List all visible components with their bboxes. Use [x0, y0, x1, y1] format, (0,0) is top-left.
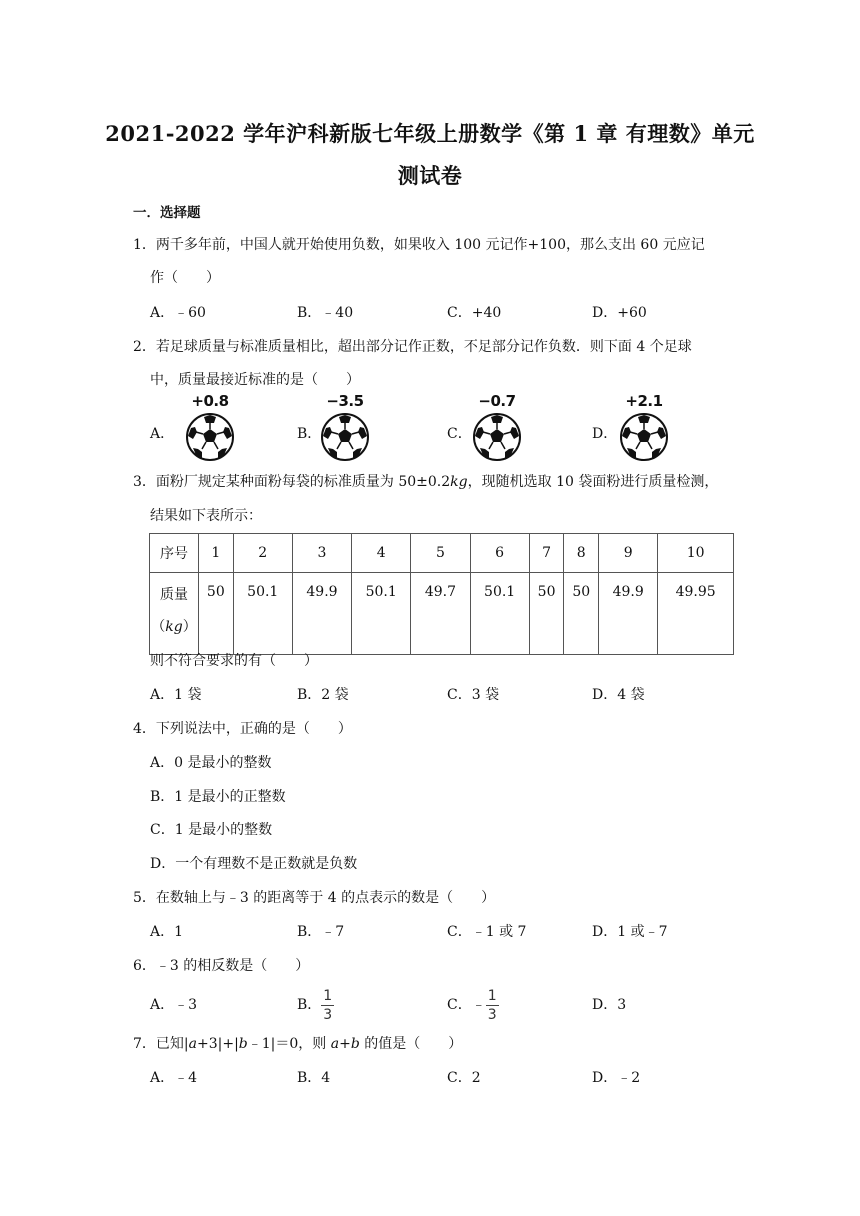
- fraction-denominator: 3: [487, 1006, 497, 1023]
- table-cell: 49.95: [658, 573, 734, 655]
- q5-stem: 5．在数轴上与﹣3 的距离等于 4 的点表示的数是（ ）: [133, 890, 496, 906]
- q7-text: 7．已知|: [133, 1036, 189, 1052]
- q6-option-b-letter: B．: [297, 997, 322, 1013]
- q2-option-b-letter[interactable]: B．: [297, 426, 322, 442]
- q1-stem-line-2: 作（ ）: [150, 270, 220, 286]
- table-cell: 50.1: [233, 573, 292, 655]
- q4-option-d[interactable]: D．一个有理数不是正数就是负数: [150, 856, 358, 872]
- table-cell: 49.7: [411, 573, 470, 655]
- q2-option-c-letter[interactable]: C．: [447, 426, 472, 442]
- q5-option-b[interactable]: B．﹣7: [297, 924, 345, 940]
- fraction-one-third: [321, 989, 334, 1022]
- q1-option-d[interactable]: D．+60: [592, 305, 647, 321]
- q3-stem-unit: kg: [450, 474, 468, 490]
- q1-option-b[interactable]: B．﹣40: [297, 305, 354, 321]
- q3-option-a[interactable]: A．1 袋: [150, 687, 202, 703]
- table-header-cell: [150, 573, 199, 655]
- row-label-line-2: [150, 616, 198, 636]
- q7-option-d[interactable]: D．﹣2: [592, 1070, 641, 1086]
- q2-option-a-letter[interactable]: A．: [150, 426, 175, 442]
- q2-option-b-ball[interactable]: [318, 392, 372, 478]
- fraction-numerator: 1: [323, 987, 333, 1004]
- q4-option-c[interactable]: C．1 是最小的整数: [150, 822, 273, 838]
- q2-option-d-letter[interactable]: D．: [592, 426, 618, 442]
- soccer-ball-icon: [619, 412, 669, 462]
- q6-option-c-letter: C．﹣: [447, 997, 486, 1013]
- q7-option-a[interactable]: A．﹣4: [150, 1070, 198, 1086]
- row-label-paren-open: （: [151, 619, 166, 635]
- table-cell: 50.1: [470, 573, 529, 655]
- table-cell: 50: [529, 573, 564, 655]
- table-row: [150, 573, 734, 655]
- table-cell: 10: [658, 534, 734, 573]
- q7-option-b[interactable]: B．4: [297, 1070, 331, 1086]
- q4-option-a[interactable]: A．0 是最小的整数: [150, 755, 272, 771]
- q3-stem-line-2: 结果如下表所示：: [150, 508, 262, 524]
- row-label-paren-close: ）: [182, 619, 197, 635]
- q3-stem-line-3: 则不符合要求的有（ ）: [150, 653, 318, 669]
- q7-text: +: [339, 1036, 351, 1052]
- fraction-numerator: 1: [487, 987, 497, 1004]
- q4-option-b[interactable]: B．1 是最小的正整数: [150, 789, 286, 805]
- q6-option-d[interactable]: D．3: [592, 997, 627, 1013]
- q1-option-a[interactable]: A．﹣60: [150, 305, 206, 321]
- q2-ball-c-value: −0.7: [478, 392, 516, 410]
- table-cell: 4: [352, 534, 411, 573]
- table-cell: 1: [199, 534, 234, 573]
- q1-option-c[interactable]: C．+40: [447, 305, 502, 321]
- q7-var-b: b: [238, 1036, 248, 1052]
- q6-option-c[interactable]: [447, 986, 499, 1024]
- table-header-cell: 序号: [150, 534, 199, 573]
- q3-stem-text-b: ，现随机选取 10 袋面粉进行质量检测，: [467, 474, 719, 490]
- soccer-ball-icon: [320, 412, 370, 462]
- fraction-denominator: 3: [323, 1006, 333, 1023]
- q7-text: 的值是（ ）: [359, 1036, 463, 1052]
- q2-stem-line-1: 2．若足球质量与标准质量相比，超出部分记作正数，不足部分记作负数．则下面 4 个足球: [133, 339, 692, 355]
- table-cell: 3: [292, 534, 351, 573]
- q1-stem-line-1: 1．两千多年前，中国人就开始使用负数，如果收入 100 元记作+100，那么支出 60 元应记: [133, 237, 705, 253]
- q7-text: +3|+|: [196, 1036, 239, 1052]
- q2-ball-d-value: +2.1: [625, 392, 663, 410]
- q7-text: ﹣1|＝0，则: [247, 1036, 331, 1052]
- document-title-line-2: 测试卷: [397, 163, 463, 188]
- q3-stem-line-1: [133, 472, 718, 492]
- q2-ball-b-value: −3.5: [326, 392, 364, 410]
- q7-var-a: a: [330, 1036, 340, 1052]
- table-cell: 8: [564, 534, 599, 573]
- q3-option-b[interactable]: B．2 袋: [297, 687, 349, 703]
- fraction-one-third: [486, 989, 499, 1022]
- table-cell: 49.9: [599, 573, 658, 655]
- table-cell: 50.1: [352, 573, 411, 655]
- row-label-unit: kg: [165, 619, 183, 635]
- q7-var-b: b: [350, 1036, 360, 1052]
- q7-stem: [133, 1034, 462, 1054]
- table-row: [150, 534, 734, 573]
- document-title-line-1: 2021-2022 学年沪科新版七年级上册数学《第 1 章 有理数》单元: [105, 121, 755, 146]
- table-cell: 9: [599, 534, 658, 573]
- table-cell: 6: [470, 534, 529, 573]
- q2-stem-line-2: 中，质量最接近标准的是（ ）: [150, 372, 360, 388]
- soccer-ball-icon: [185, 412, 235, 462]
- q2-option-a-ball[interactable]: [183, 392, 237, 478]
- q3-data-table: [149, 533, 734, 655]
- q7-var-a: a: [188, 1036, 197, 1052]
- table-cell: 5: [411, 534, 470, 573]
- q2-ball-a-value: +0.8: [191, 392, 229, 410]
- q6-option-b[interactable]: [297, 986, 334, 1024]
- table-cell: 50: [199, 573, 234, 655]
- table-cell: 49.9: [292, 573, 351, 655]
- q3-option-c[interactable]: C．3 袋: [447, 687, 500, 703]
- q7-option-c[interactable]: C．2: [447, 1070, 481, 1086]
- q2-option-d-ball[interactable]: [617, 392, 671, 478]
- table-cell: 2: [233, 534, 292, 573]
- soccer-ball-icon: [472, 412, 522, 462]
- q5-option-c[interactable]: C．﹣1 或 7: [447, 924, 527, 940]
- row-label-line-1: 质量: [160, 587, 188, 603]
- section-heading: 一．选择题: [133, 205, 201, 221]
- q6-option-a[interactable]: A．﹣3: [150, 997, 198, 1013]
- q5-option-d[interactable]: D．1 或﹣7: [592, 924, 668, 940]
- table-cell: 50: [564, 573, 599, 655]
- q3-option-d[interactable]: D．4 袋: [592, 687, 645, 703]
- q6-stem: 6．﹣3 的相反数是（ ）: [133, 958, 310, 974]
- q5-option-a[interactable]: A．1: [150, 924, 184, 940]
- q2-option-c-ball[interactable]: [470, 392, 524, 478]
- q4-stem: 4．下列说法中，正确的是（ ）: [133, 721, 352, 737]
- table-cell: 7: [529, 534, 564, 573]
- q3-stem-text-a: 3．面粉厂规定某种面粉每袋的标准质量为 50±0.2: [133, 474, 451, 490]
